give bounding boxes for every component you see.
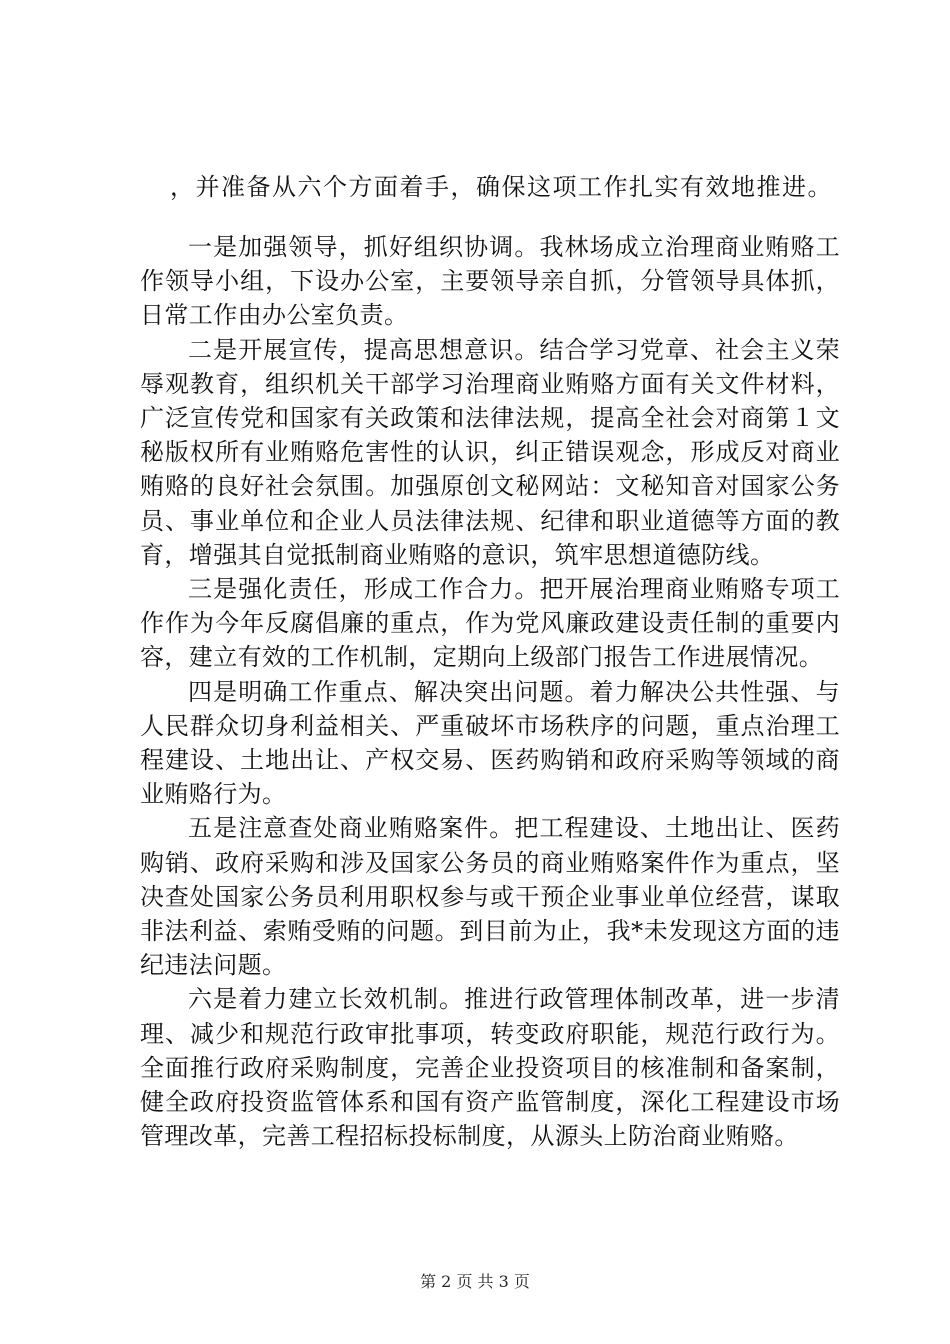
document-body	[140, 230, 840, 1153]
paragraph-4: 四是明确工作重点、解决突出问题。着力解决公共性强、与人民群众切身利益相关、严重破坏市场秩序的问题，重点治理工程建设、土地出让、产权交易、医药购销和政府采购等领域的商业贿赂行为。	[140, 677, 840, 809]
paragraph-5: 五是注意查处商业贿赂案件。把工程建设、土地出让、医药购销、政府采购和涉及国家公务员的商业贿赂案件作为重点，坚决查处国家公务员利用职权参与或干预企业事业单位经营，谋取非法利益、索贿受贿的问题。到目前为止，我*未发现这方面的违纪违法问题。	[140, 814, 840, 980]
paragraph-1: 一是加强领导，抓好组织协调。我林场成立治理商业贿赂工作领导小组，下设办公室，主要领导亲自抓，分管领导具体抓，日常工作由办公室负责。	[140, 233, 840, 330]
paragraph-3: 三是强化责任，形成工作合力。把开展治理商业贿赂专项工作作为今年反腐倡廉的重点，作为党风廉政建设责任制的重要内容，建立有效的工作机制，定期向上级部门报告工作进展情况。	[140, 575, 840, 672]
paragraph-6: 六是着力建立长效机制。推进行政管理体制改革，进一步清理、减少和规范行政审批事项，转变政府职能，规范行政行为。全面推行政府采购制度，完善企业投资项目的核准制和备案制，健全政府投资监管体系和国有资产监管制度，深化工程建设市场管理改革，完善工程招标投标制度，从源头上防治商业贿赂。	[140, 985, 840, 1151]
lead-line: ，并准备从六个方面着手，确保这项工作扎实有效地推进。	[170, 173, 833, 201]
paragraph-2: 二是开展宣传，提高思想意识。结合学习党章、社会主义荣辱观教育，组织机关干部学习治理商业贿赂方面有关文件材料，广泛宣传党和国家有关政策和法律法规，提高全社会对商第１文秘版权所有业贿赂危害性的认识，纠正错误观念，形成反对商业贿赂的良好社会氛围。加强原创文秘网站：文秘知音对国家公务员、事业单位和企业人员法律法规、纪律和职业道德等方面的教育，增强其自觉抵制商业贿赂的意识，筑牢思想道德防线。	[140, 335, 840, 569]
page-footer: 第 2 页 共 3 页	[420, 1272, 530, 1291]
